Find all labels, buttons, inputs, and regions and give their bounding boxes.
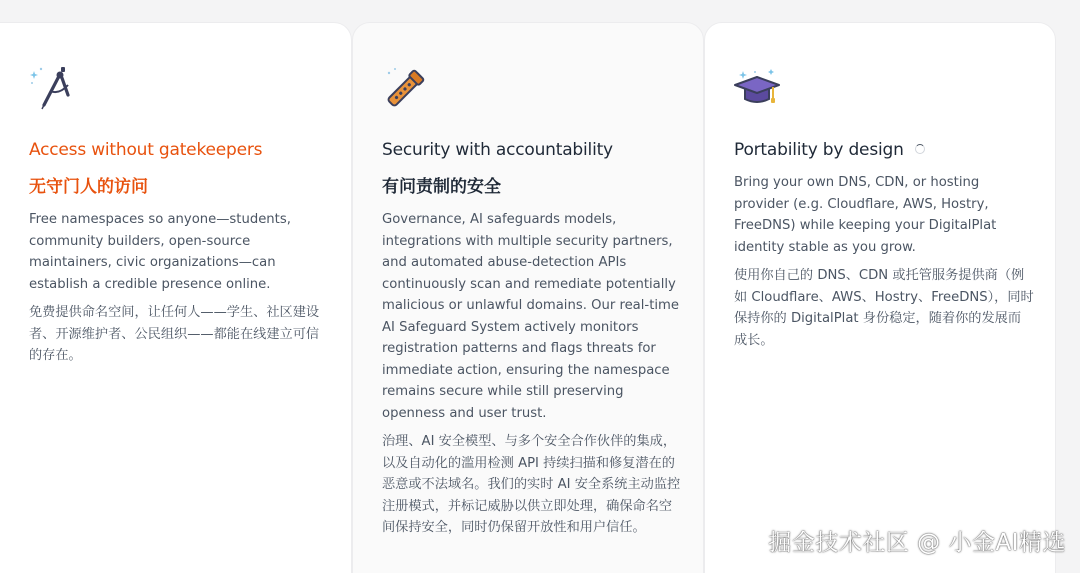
watermark: 掘金技术社区 @ 小金AI精选 [768,530,1066,556]
feature-title-zh: 有问责制的安全 [382,177,501,197]
feature-description [29,209,329,374]
flute-icon [381,65,429,113]
feature-card-security [352,22,704,573]
feature-title-en [734,140,925,160]
description-en: Bring your own DNS, CDN, or hosting provider (e.g. Cloudflare, AWS, Hostry, FreeDNS) while keeping your DigitalPlat identity stable as you grow. [734,175,997,255]
feature-title-en: Access without gatekeepers [29,140,263,160]
loading-spinner-icon [915,144,925,154]
feature-description [382,209,682,546]
compass-drafting-icon [28,65,76,113]
feature-description [734,172,1034,358]
description-zh: 使用你自己的 DNS、CDN 或托管服务提供商（例如 Cloudflare、AWS、Hostry、FreeDNS），同时保持你的 DigitalPlat 身份稳定，随着你的发展而成长。 [734,268,1034,348]
graduation-cap-icon [733,65,781,113]
description-en: Governance, AI safeguards models, integrations with multiple security partners, and automated abuse-detection APIs continuously scan and remediate potentially malicious or unlawful domains. Our real-time AI Safeguard System actively monitors registration patterns and flags threats for immediate action, ensuring the namespace remains secure while still preserving openness and user trust. [382,212,679,421]
feature-title-en: Security with accountability [382,140,613,160]
description-zh: 免费提供命名空间，让任何人——学生、社区建设者、开源维护者、公民组织——都能在线建立可信的存在。 [29,305,320,363]
feature-card-portability [704,22,1056,573]
feature-card-access [0,22,352,573]
description-zh: 治理、AI 安全模型、与多个安全合作伙伴的集成，以及自动化的滥用检测 API 持续扫描和修复潜在的恶意或不法域名。我们的实时 AI 安全系统主动监控注册模式，并标记威胁以供立即处理，确保命名空间保持安全，同时仍保留开放性和用户信任。 [382,434,681,535]
description-en: Free namespaces so anyone—students, community builders, open-source maintainers, civic organizations—can establish a credible presence online. [29,212,291,292]
feature-title-text: Portability by design [734,140,904,160]
feature-title-zh: 无守门人的访问 [29,177,148,197]
